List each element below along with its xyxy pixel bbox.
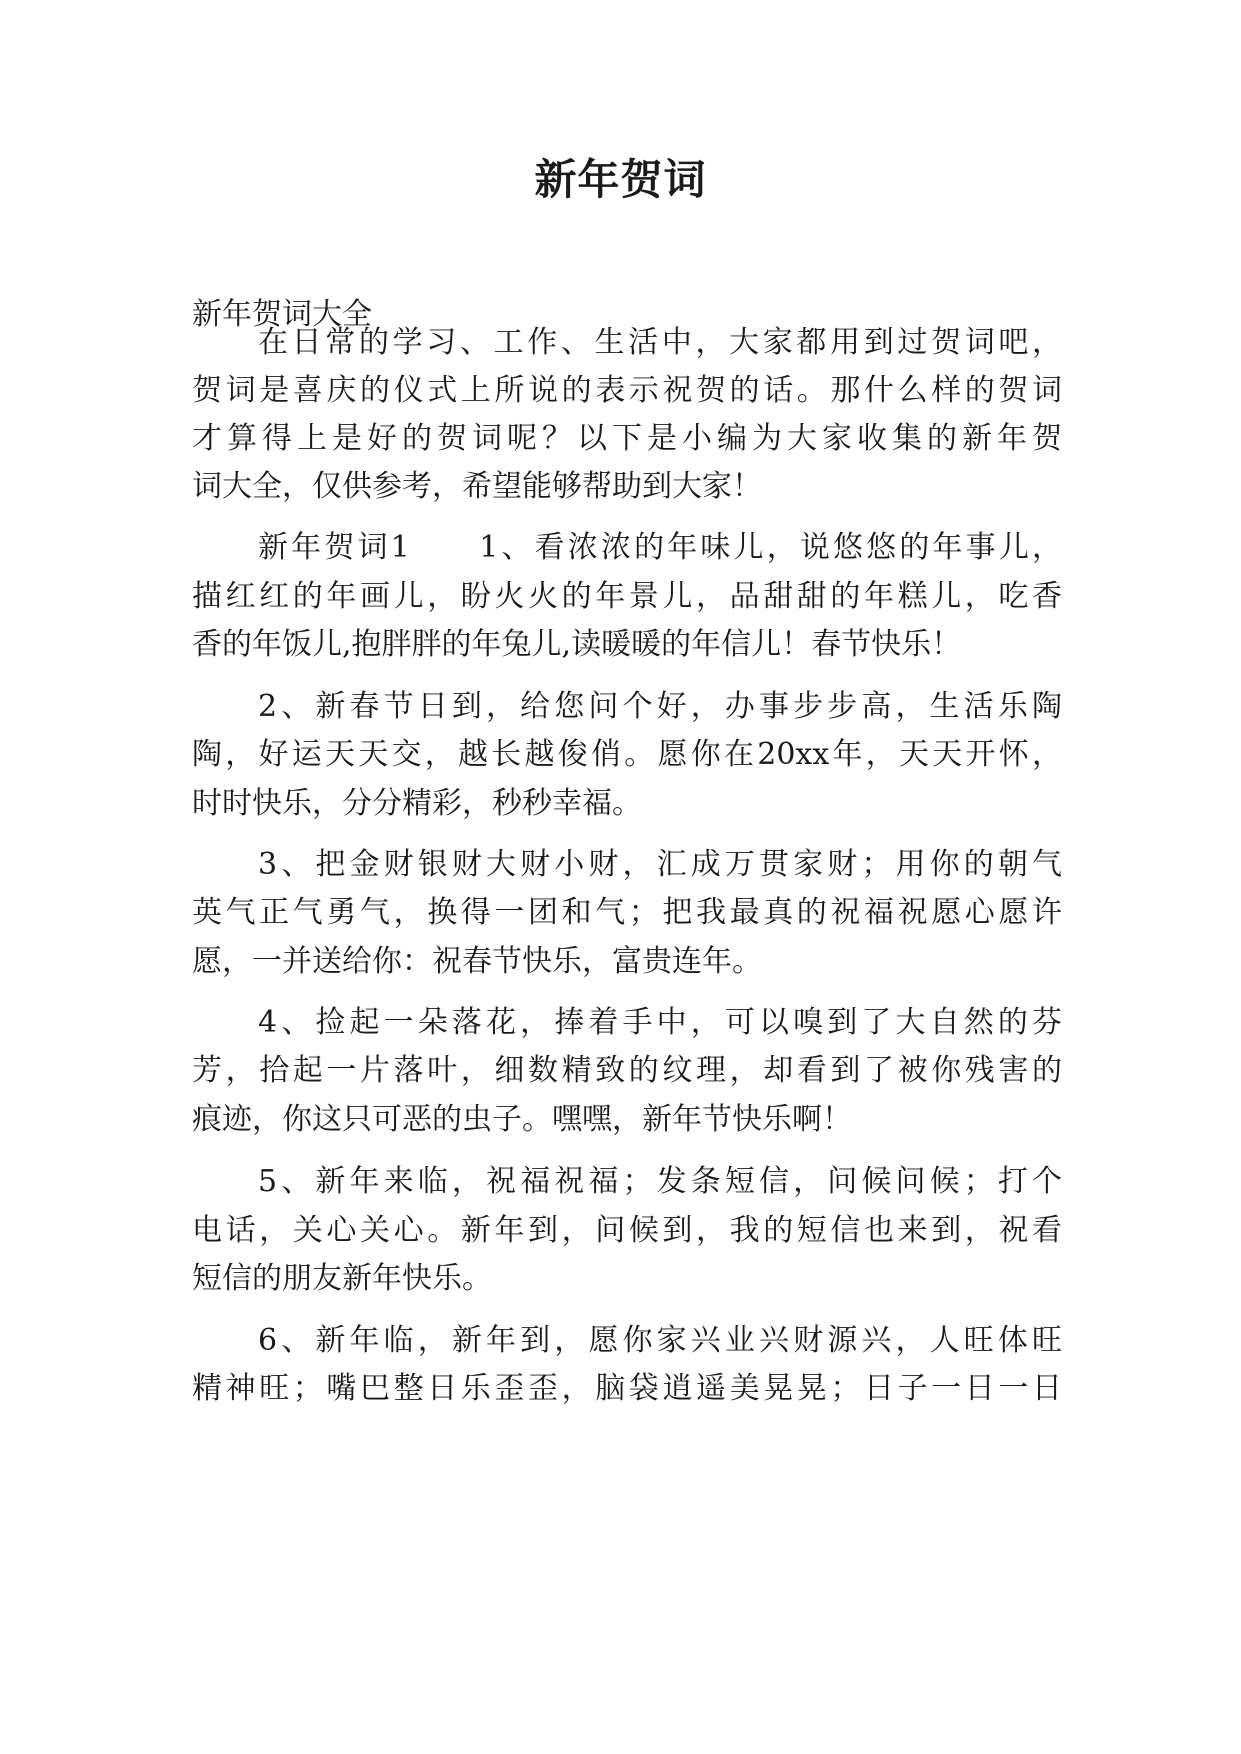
paragraph-line: 短信的朋友新年快乐。 — [192, 1261, 492, 1296]
paragraph-line: 才算得上是好的贺词呢？以下是小编为大家收集的新年贺 — [192, 421, 1062, 456]
paragraph-line: 新年贺词1 1、看浓浓的年味儿，说悠悠的年事儿， — [258, 530, 1062, 565]
paragraph-line: 描红红的年画儿，盼火火的年景儿，品甜甜的年糕儿，吃香 — [192, 579, 1062, 614]
paragraph-line: 2、新春节日到，给您问个好，办事步步高，生活乐陶 — [258, 689, 1062, 724]
paragraph-line: 贺词是喜庆的仪式上所说的表示祝贺的话。那什么样的贺词 — [192, 373, 1062, 408]
paragraph-line: 词大全，仅供参考，希望能够帮助到大家！ — [192, 469, 762, 504]
paragraph-line: 芳，拾起一片落叶，细数精致的纹理，却看到了被你残害的 — [192, 1053, 1062, 1088]
paragraph-line: 时时快乐，分分精彩，秒秒幸福。 — [192, 786, 642, 821]
paragraph-line: 陶，好运天天交，越长越俊俏。愿你在20xx年，天天开怀， — [192, 737, 1062, 772]
paragraph-line: 6、新年临，新年到，愿你家兴业兴财源兴，人旺体旺 — [258, 1323, 1062, 1358]
paragraph-line: 精神旺；嘴巴整日乐歪歪，脑袋逍遥美晃晃；日子一日一日 — [192, 1371, 1062, 1406]
document-title: 新年贺词 — [534, 155, 707, 204]
paragraph-line: 英气正气勇气，换得一团和气；把我最真的祝福祝愿心愿许 — [192, 895, 1062, 930]
paragraph-line: 电话，关心关心。新年到，问候到，我的短信也来到，祝看 — [192, 1213, 1062, 1248]
paragraph-line: 5、新年来临，祝福祝福；发条短信，问候问候；打个 — [258, 1164, 1062, 1199]
paragraph-line: 痕迹，你这只可恶的虫子。嘿嘿，新年节快乐啊！ — [192, 1102, 852, 1137]
paragraph-line: 香的年饭儿,抱胖胖的年兔儿,读暖暖的年信儿！春节快乐！ — [192, 627, 962, 662]
paragraph-line: 3、把金财银财大财小财，汇成万贯家财；用你的朝气 — [258, 847, 1062, 882]
paragraph-line: 4、捡起一朵落花，捧着手中，可以嗅到了大自然的芬 — [258, 1005, 1062, 1040]
paragraph-line: 在日常的学习、工作、生活中，大家都用到过贺词吧， — [258, 325, 1062, 360]
paragraph-line: 愿，一并送给你：祝春节快乐，富贵连年。 — [192, 944, 762, 979]
document-subtitle: 新年贺词大全 — [192, 297, 372, 332]
